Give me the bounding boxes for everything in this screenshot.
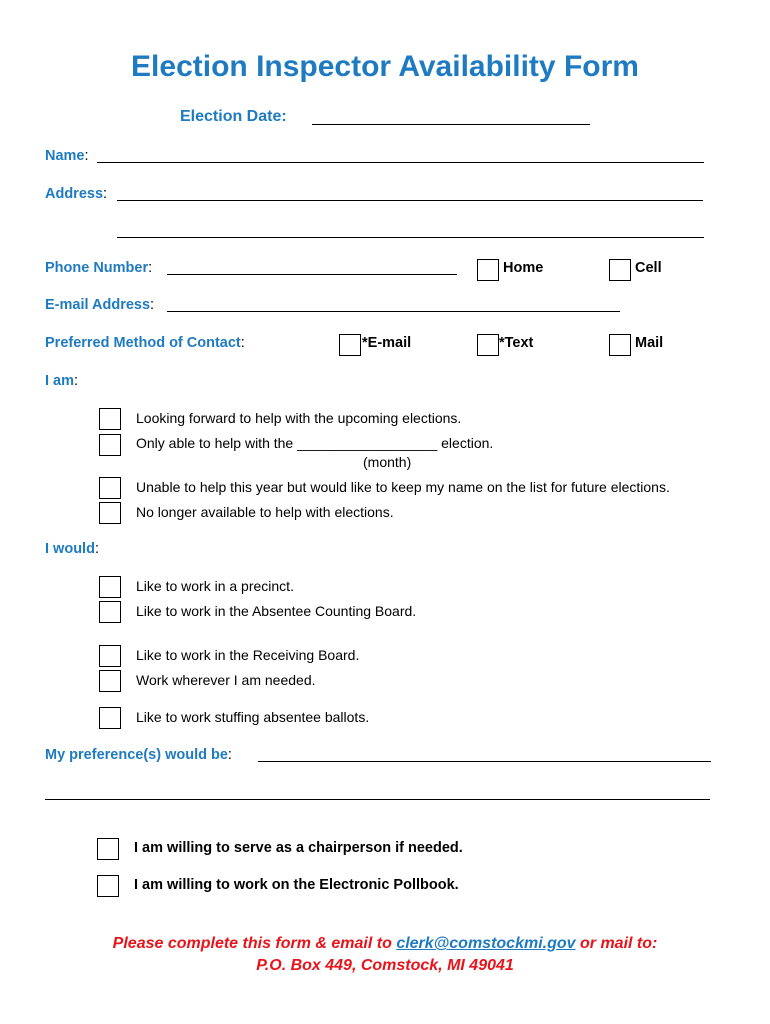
footer-address: P.O. Box 449, Comstock, MI 49041 [256,957,514,974]
i-would-checkbox-2[interactable] [99,601,121,623]
preference-field-line-2[interactable] [45,799,710,800]
phone-home-checkbox[interactable] [477,259,499,281]
i-would-checkbox-5[interactable] [99,707,121,729]
i-would-checkbox-4[interactable] [99,670,121,692]
pollbook-checkbox[interactable] [97,875,119,897]
month-hint: (month) [363,454,412,470]
preference-label: My preference(s) would be: [45,747,232,763]
contact-label: Preferred Method of Contact: [45,335,245,351]
name-label: Name: [45,148,89,164]
election-date-label: Election Date: [180,108,287,125]
contact-mail-label: Mail [635,335,664,351]
i-am-checkbox-1[interactable] [99,408,121,430]
phone-field[interactable] [167,274,457,275]
name-field[interactable] [97,162,704,163]
clerk-email-link[interactable]: clerk@comstockmi.gov [396,935,576,952]
election-date-field[interactable] [312,124,590,125]
contact-email-checkbox[interactable] [339,334,361,356]
address-label: Address: [45,186,108,202]
contact-text-checkbox[interactable] [477,334,499,356]
phone-label: Phone Number: [45,260,153,276]
i-would-checkbox-1[interactable] [99,576,121,598]
email-field[interactable] [167,311,620,312]
i-am-checkbox-2[interactable] [99,434,121,456]
email-label: E-mail Address: [45,297,155,313]
i-am-checkbox-4[interactable] [99,502,121,524]
i-would-option-4: Work wherever I am needed. [136,672,316,688]
address-field-line-2[interactable] [117,237,704,238]
form-title: Election Inspector Availability Form [131,50,639,83]
phone-cell-checkbox[interactable] [609,259,631,281]
i-am-option-4: No longer available to help with elections. [136,504,394,520]
chairperson-label: I am willing to serve as a chairperson if needed. [134,840,463,856]
chairperson-checkbox[interactable] [97,838,119,860]
phone-cell-label: Cell [635,260,662,276]
i-would-option-3: Like to work in the Receiving Board. [136,647,360,663]
preference-field-line-1[interactable] [258,761,711,762]
i-would-option-5: Like to work stuffing absentee ballots. [136,709,370,725]
i-would-option-1: Like to work in a precinct. [136,578,294,594]
contact-mail-checkbox[interactable] [609,334,631,356]
phone-home-label: Home [503,260,544,276]
i-am-option-1: Looking forward to help with the upcoming elections. [136,410,462,426]
contact-email-label: *E-mail [362,335,412,351]
contact-text-label: *Text [499,335,534,351]
i-am-option-3: Unable to help this year but would like to keep my name on the list for future elections. [136,479,670,495]
pollbook-label: I am willing to work on the Electronic Pollbook. [134,877,459,893]
i-am-checkbox-3[interactable] [99,477,121,499]
i-would-option-2: Like to work in the Absentee Counting Board. [136,603,417,619]
i-would-checkbox-3[interactable] [99,645,121,667]
i-am-label: I am: [45,373,79,389]
address-field-line-1[interactable] [117,200,703,201]
i-would-label: I would: [45,541,99,557]
i-am-option-2: Only able to help with the __________________ election. [136,435,494,451]
footer-instructions: Please complete this form & email to clerk@comstockmi.gov or mail to: [112,935,658,952]
